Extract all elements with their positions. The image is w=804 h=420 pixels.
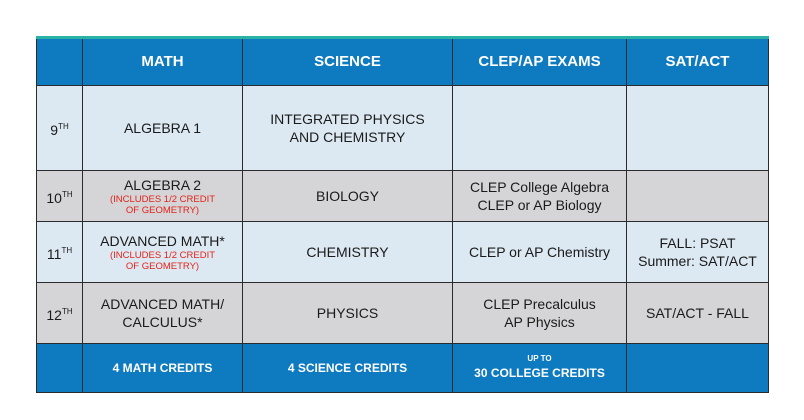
math-course: ALGEBRA 1 xyxy=(123,120,202,136)
footer-college-credits xyxy=(453,344,627,393)
math-course: ADVANCED MATH/ xyxy=(100,296,225,312)
grade-cell xyxy=(37,283,83,344)
grade-suffix: TH xyxy=(61,245,73,255)
grade-cell xyxy=(37,222,83,283)
exam-cell xyxy=(453,171,627,222)
math-cell xyxy=(83,171,243,222)
exam-cell xyxy=(453,86,627,171)
grade-number: 9 xyxy=(50,121,59,138)
footer-math-credits: 4 MATH CREDITS xyxy=(83,344,243,393)
course-plan-table xyxy=(36,36,769,393)
sat-line: FALL: PSAT xyxy=(659,235,736,251)
header-exams: CLEP/AP EXAMS xyxy=(453,38,627,86)
science-line: PHYSICS xyxy=(316,305,379,321)
header-grade xyxy=(37,38,83,86)
science-line: CHEMISTRY xyxy=(306,244,389,260)
math-course: ALGEBRA 2 xyxy=(123,177,202,193)
math-cell xyxy=(83,283,243,344)
science-cell xyxy=(243,222,453,283)
table-row-10th xyxy=(37,171,769,222)
footer-college-credits-label: 30 COLLEGE CREDITS xyxy=(474,366,605,380)
science-cell xyxy=(243,283,453,344)
science-cell xyxy=(243,86,453,171)
header-row xyxy=(37,38,769,86)
sat-cell xyxy=(627,222,769,283)
footer-row xyxy=(37,344,769,393)
table-row-12th xyxy=(37,283,769,344)
footer-empty-cell xyxy=(627,344,769,393)
exam-line: CLEP College Algebra xyxy=(469,179,610,195)
sat-cell xyxy=(627,171,769,222)
table-row-9th xyxy=(37,86,769,171)
exam-line: CLEP or AP Chemistry xyxy=(468,244,611,260)
sat-cell xyxy=(627,283,769,344)
footer-empty-cell xyxy=(37,344,83,393)
science-cell xyxy=(243,171,453,222)
math-note: OF GEOMETRY) xyxy=(125,205,200,216)
math-course: ADVANCED MATH* xyxy=(100,233,225,249)
grade-suffix: TH xyxy=(61,189,73,199)
math-cell xyxy=(83,86,243,171)
footer-science-credits: 4 SCIENCE CREDITS xyxy=(243,344,453,393)
exam-line: CLEP or AP Biology xyxy=(477,197,602,213)
grade-number: 11 xyxy=(46,245,62,262)
science-line: INTEGRATED PHYSICS xyxy=(270,111,425,127)
grade-suffix: TH xyxy=(58,121,69,131)
math-cell xyxy=(83,222,243,283)
math-course: CALCULUS* xyxy=(122,314,203,330)
footer-up-to: UP TO xyxy=(527,354,552,363)
grade-number: 12 xyxy=(46,306,62,323)
grade-number: 10 xyxy=(46,189,62,206)
header-sat-act: SAT/ACT xyxy=(627,38,769,86)
header-math: MATH xyxy=(83,38,243,86)
sat-cell xyxy=(627,86,769,171)
math-note: (INCLUDES 1/2 CREDIT xyxy=(109,194,216,205)
math-note: OF GEOMETRY) xyxy=(125,261,200,272)
exam-line: CLEP Precalculus xyxy=(483,296,596,312)
grade-suffix: TH xyxy=(61,306,73,316)
exam-cell xyxy=(453,283,627,344)
sat-line: SAT/ACT - FALL xyxy=(646,305,749,321)
grade-cell xyxy=(37,171,83,222)
table-row-11th xyxy=(37,222,769,283)
science-line: AND CHEMISTRY xyxy=(289,129,406,145)
science-line: BIOLOGY xyxy=(315,188,380,204)
exam-line: AP Physics xyxy=(504,314,575,330)
exam-cell xyxy=(453,222,627,283)
math-note: (INCLUDES 1/2 CREDIT xyxy=(109,250,216,261)
sat-line: Summer: SAT/ACT xyxy=(638,253,757,269)
grade-cell xyxy=(37,86,83,171)
header-science: SCIENCE xyxy=(243,38,453,86)
